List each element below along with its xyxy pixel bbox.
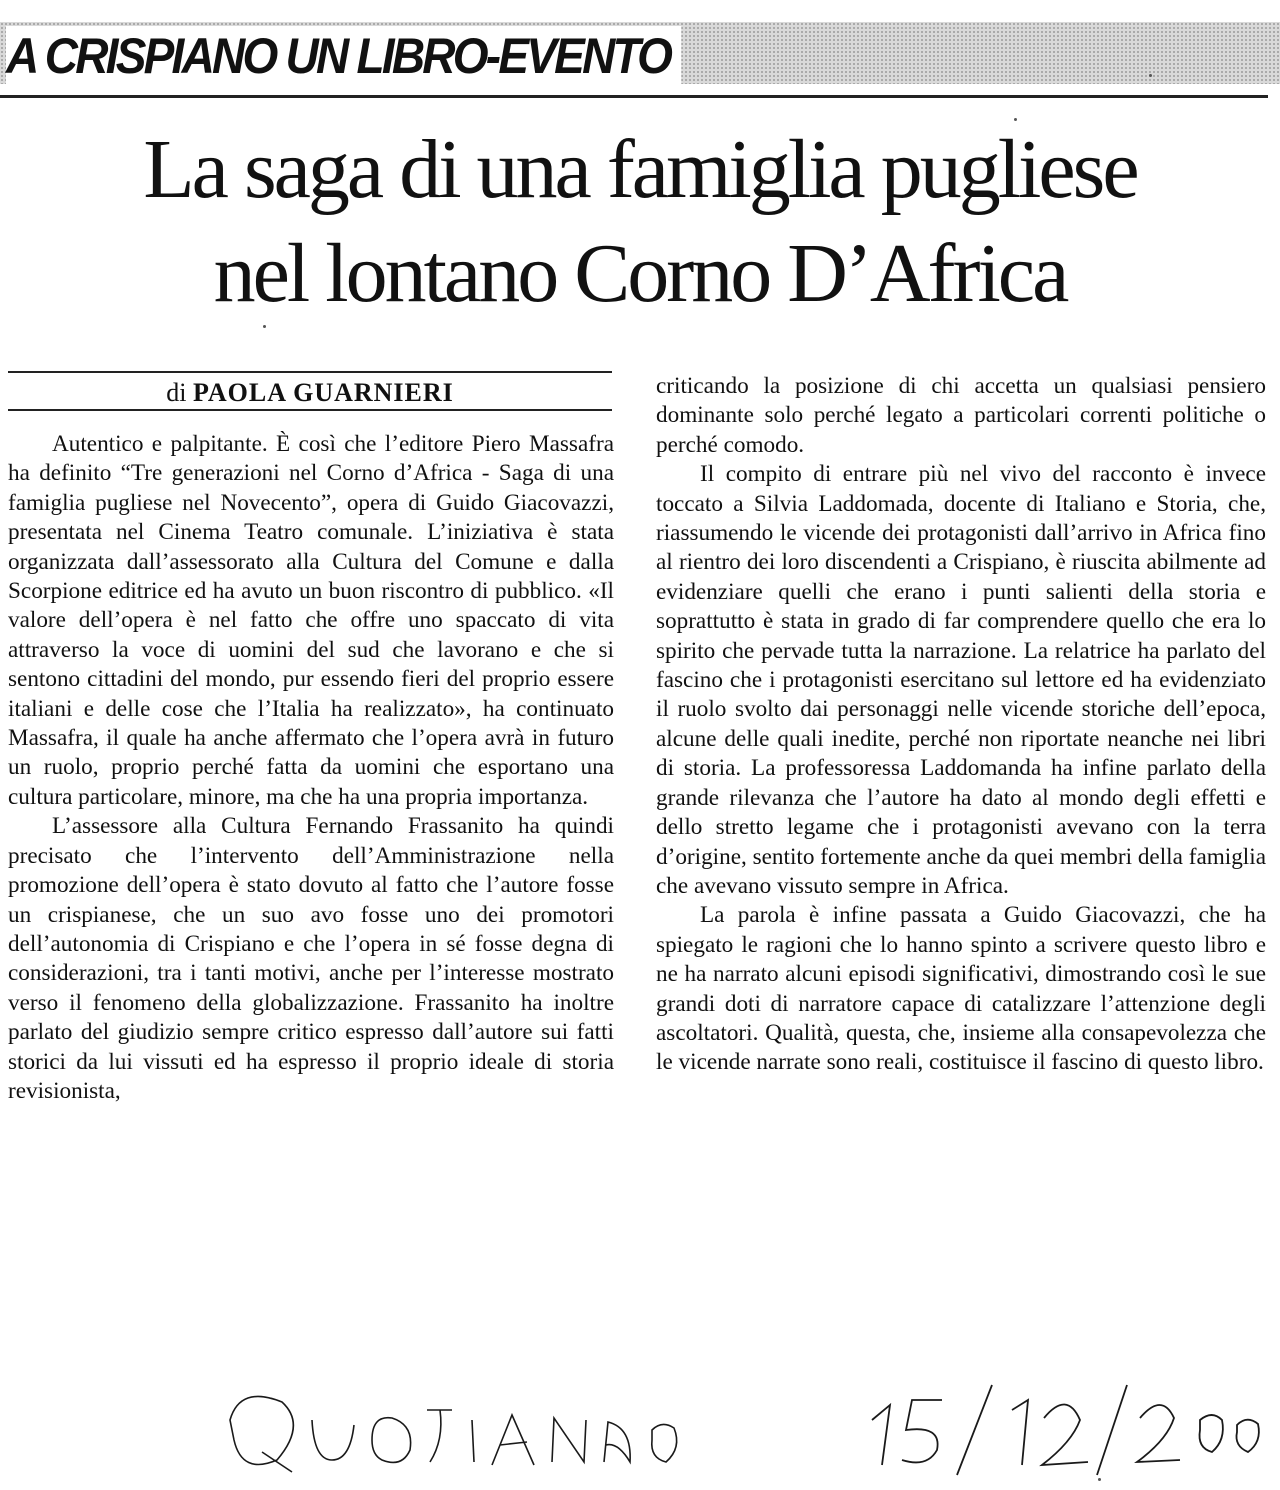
paragraph: criticando la posizione di chi accetta un qualsiasi pensiero dominante solo perché legato a particolari correnti politiche o perché comodo. (656, 373, 1266, 458)
byline-author: PAOLA GUARNIERI (192, 378, 454, 407)
paragraph: L’assessore alla Cultura Fernando Frassanito ha quindi precisato che l’intervento dell’Amministrazione nella promozione dell’opera è stato dovuto al fatto che l’autore fosse un crispianese, che un suo avo fosse uno dei promotori dell’autonomia di Crispiano e che l’opera in sé fosse degna di considerazioni, tra i tanti motivi, anche per l’interesse mostrato verso il fenomeno della globalizzazione. Frassanito ha inoltre parlato del giudizio sempre critico espresso dall’autore sui fatti storici da lui vissuti ed ha espresso il proprio ideale di storia revisionista, (8, 813, 614, 1104)
headline-line-2: nel lontano Corno D’Africa (213, 227, 1067, 320)
top-rule (0, 95, 1268, 98)
byline-rule-bottom (8, 409, 612, 411)
paragraph: Il compito di entrare più nel vivo del racconto è invece toccato a Silvia Laddomada, docente di Italiano e Storia, che, riassumendo le vicende dei protagonisti dall’arrivo in Africa fino al rientro dei loro discendenti a Crispiano, è riuscita abilmente ad evidenziare quelli che erano i punti salienti della storia e soprattutto è stata in grado di far comprendere quello che era lo spirito che pervade tutta la narrazione. La relatrice ha parlato del fascino che i protagonisti esercitano sul lettore ed ha evidenziato il ruolo svolto dai personaggi nelle vicende storiche dell’epoca, alcune delle quali inedite, perché non riportate neanche nei libri di storia. La professoressa Laddomanda ha infine parlato della grande rilevanza che l’autore ha dato al mondo degli effetti e dello stretto legame che i protagonisti avevano con la terra d’origine, sentito fortemente anche da quei membri della famiglia che avevano vissuto sempre in Africa. (656, 461, 1266, 899)
paragraph: La parola è infine passata a Guido Giacovazzi, che ha spiegato le ragioni che lo hanno spinto a scrivere questo libro e ne ha narrato alcuni episodi significativi, dimostrando così le sue grandi doti di narratore capace di catalizzare l’attenzione degli ascoltatori. Qualità, questa, che, insieme alla consapevolezza che le vicende narrate sono reali, costituisce il fascino di questo libro. (656, 902, 1266, 1076)
paragraph: Autentico e palpitante. È così che l’editore Piero Massafra ha definito “Tre generazioni nel Corno d’Africa - Saga di una famiglia pugliese nel Novecento”, opera di Guido Giacovazzi, presentata nel Cinema Teatro comunale. L’iniziativa è stata organizzata dall’assessorato alla Cultura del Comune e dalla Scorpione editrice ed ha avuto un buon riscontro di pubblico. «Il valore dell’opera è nel fatto che offre uno spaccato di vita attraverso la voce di uomini del sud che lavorano e che si sentono cittadini del mondo, pur essendo fieri del proprio essere italiani e delle cose che l’Italia ha realizzato», ha continuato Massafra, il quale ha anche affermato che l’opera avrà in futuro un ruolo, proprio perché fatta da uomini che esportano una cultura particolare, minore, ma che ha una propria importanza. (8, 431, 614, 810)
article-column-right (656, 372, 1266, 1078)
scan-speck (263, 325, 266, 328)
headline (0, 118, 1280, 326)
byline-prefix: di (166, 378, 187, 407)
scan-speck (1149, 74, 1152, 77)
scan-speck (1098, 1478, 1101, 1481)
kicker-title: A CRISPIANO UN LIBRO-EVENTO (6, 26, 681, 86)
byline-rule-top (8, 371, 612, 373)
article-column-left (8, 430, 614, 1106)
byline (8, 376, 612, 410)
scan-speck (1014, 118, 1017, 121)
headline-line-1: La saga di una famiglia pugliese (143, 123, 1137, 216)
handwritten-date-note (222, 1380, 1272, 1480)
